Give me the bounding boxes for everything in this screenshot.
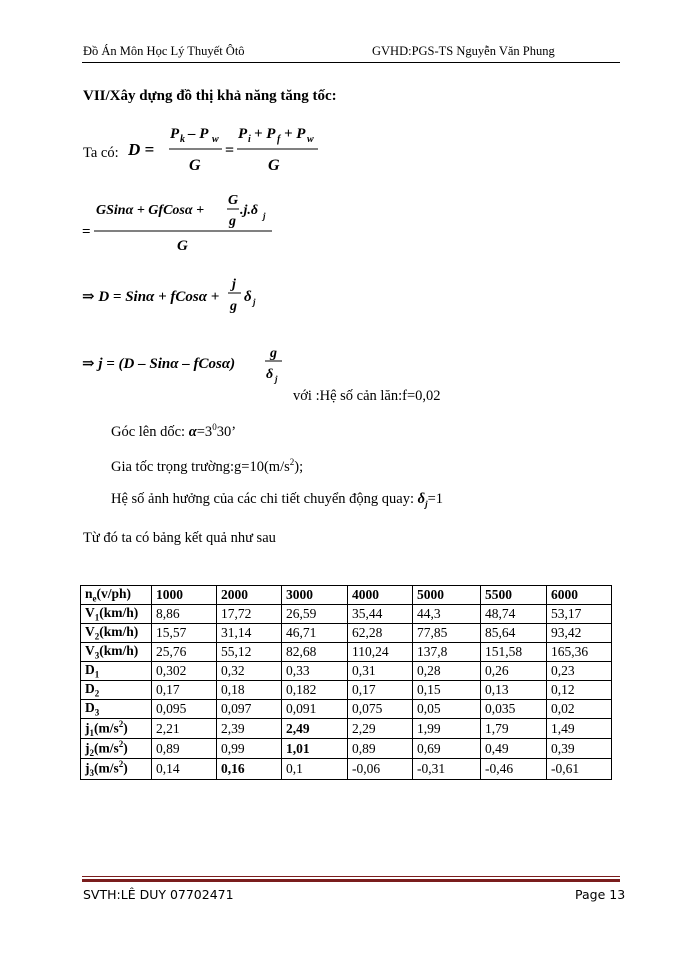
table-cell: 0,02	[547, 700, 612, 719]
header-course-title: Đồ Án Môn Học Lý Thuyết Ôtô	[83, 44, 245, 58]
table-cell: 0,035	[481, 700, 547, 719]
table-cell: 6000	[547, 586, 612, 605]
table-cell: 165,36	[547, 643, 612, 662]
table-header-row	[81, 586, 612, 605]
table-cell: 0,13	[481, 681, 547, 700]
formula-intro: Ta có:	[83, 145, 119, 161]
table-cell: -0,31	[413, 759, 481, 779]
svg-text:G: G	[177, 238, 188, 254]
table-cell: 3000	[282, 586, 348, 605]
svg-text:+ P: + P	[284, 126, 306, 142]
svg-text:⇒ j = (D – Sinα – fCosα): ⇒ j = (D – Sinα – fCosα)	[82, 356, 236, 372]
table-cell: 48,74	[481, 605, 547, 624]
svg-text:j: j	[253, 297, 256, 307]
table-cell: 0,12	[547, 681, 612, 700]
table-cell: 2,49	[282, 719, 348, 739]
table-row-label: $V_2(km/h)$	[81, 624, 152, 643]
svg-text:+ P: + P	[254, 126, 276, 142]
table-cell: 44,3	[413, 605, 481, 624]
svg-text:P: P	[170, 126, 180, 142]
table-cell: 0,17	[152, 681, 217, 700]
table-cell: 2,29	[348, 719, 413, 739]
table-cell: 0,17	[348, 681, 413, 700]
table-cell: 0,39	[547, 739, 612, 759]
table-row-label: $V_1(km/h)$	[81, 605, 152, 624]
svg-text:G: G	[268, 157, 280, 174]
svg-text:D =: D =	[128, 140, 155, 159]
svg-text:G: G	[228, 193, 239, 208]
table-cell: 0,097	[217, 700, 282, 719]
gravity-acceleration: Gia tốc trọng $trường:g=10(m/s^2)$;	[111, 457, 304, 475]
table-cell: 0,99	[217, 739, 282, 759]
friction-coefficient: với :Hệ số cản lăn:f=0,02	[293, 388, 441, 404]
table-cell: 0,18	[217, 681, 282, 700]
svg-text:i: i	[248, 134, 251, 145]
table-cell: 93,42	[547, 624, 612, 643]
svg-text:⇒ D = Sinα + fCosα +: ⇒ D = Sinα + fCosα +	[82, 289, 220, 305]
table-cell: 15,57	[152, 624, 217, 643]
equation-dynamic-factor-simplified	[82, 272, 282, 322]
table-cell: 0,26	[481, 662, 547, 681]
table-cell: 62,28	[348, 624, 413, 643]
table-cell: 4000	[348, 586, 413, 605]
header-advisor: GVHD:PGS-TS Nguyễn Văn Phung	[372, 44, 555, 58]
table-cell: 1000	[152, 586, 217, 605]
table-intro: Từ đó ta có bảng kết quả như sau	[83, 530, 276, 546]
svg-text:δ: δ	[244, 289, 252, 305]
svg-text:– P: – P	[188, 126, 209, 142]
svg-text:w: w	[212, 134, 219, 145]
table-row-label: $D_2$	[81, 681, 152, 700]
table-row-label: $n_e(v/ph)$	[81, 586, 152, 605]
table-cell: 137,8	[413, 643, 481, 662]
table-row	[81, 719, 612, 739]
table-cell: 25,76	[152, 643, 217, 662]
slope-angle: Góc lên dốc: $\alpha=3^030$’	[111, 422, 237, 440]
table-cell: 0,16	[217, 759, 282, 779]
table-cell: 8,86	[152, 605, 217, 624]
table-row	[81, 605, 612, 624]
table-cell: -0,06	[348, 759, 413, 779]
table-cell: 5000	[413, 586, 481, 605]
table-row-label: $j_2(m/s^2)$	[81, 739, 152, 759]
table-row	[81, 700, 612, 719]
table-cell: 0,15	[413, 681, 481, 700]
table-cell: 0,075	[348, 700, 413, 719]
table-cell: 5500	[481, 586, 547, 605]
svg-text:GSinα + GfCosα +: GSinα + GfCosα +	[96, 203, 205, 218]
svg-text:=: =	[225, 142, 235, 159]
table-cell: 55,12	[217, 643, 282, 662]
table-cell: 1,99	[413, 719, 481, 739]
table-cell: 0,28	[413, 662, 481, 681]
table-cell: 0,89	[348, 739, 413, 759]
svg-text:j: j	[263, 211, 266, 221]
table-cell: 2,39	[217, 719, 282, 739]
svg-text:k: k	[180, 134, 185, 145]
svg-text:G: G	[189, 157, 201, 174]
table-cell: 2000	[217, 586, 282, 605]
section-title: VII/Xây dựng đồ thị khả năng tăng tốc:	[83, 88, 337, 104]
table-row	[81, 759, 612, 779]
svg-text:g: g	[270, 346, 277, 361]
table-cell: 0,69	[413, 739, 481, 759]
table-cell: 82,68	[282, 643, 348, 662]
table-cell: 0,095	[152, 700, 217, 719]
footer-divider	[82, 876, 620, 877]
svg-text:g: g	[229, 214, 236, 229]
table-cell: 0,23	[547, 662, 612, 681]
table-cell: -0,61	[547, 759, 612, 779]
table-row	[81, 624, 612, 643]
table-cell: 46,71	[282, 624, 348, 643]
svg-text:δ: δ	[266, 367, 274, 382]
table-cell: 151,58	[481, 643, 547, 662]
table-cell: 0,182	[282, 681, 348, 700]
table-cell: -0,46	[481, 759, 547, 779]
results-table	[80, 585, 612, 780]
table-cell: 0,33	[282, 662, 348, 681]
svg-text:=: =	[82, 224, 91, 240]
table-cell: 35,44	[348, 605, 413, 624]
table-row	[81, 739, 612, 759]
table-cell: 26,59	[282, 605, 348, 624]
header-divider	[82, 62, 620, 63]
table-cell: 1,01	[282, 739, 348, 759]
svg-text:P: P	[238, 126, 248, 142]
svg-text:j: j	[275, 374, 278, 384]
table-cell: 17,72	[217, 605, 282, 624]
table-cell: 85,64	[481, 624, 547, 643]
table-row-label: $j_3(m/s^2)$	[81, 759, 152, 779]
table-row-label: $j_1(m/s^2)$	[81, 719, 152, 739]
table-cell: 0,1	[282, 759, 348, 779]
table-cell: 2,21	[152, 719, 217, 739]
table-cell: 0,14	[152, 759, 217, 779]
table-cell: 53,17	[547, 605, 612, 624]
table-cell: 0,32	[217, 662, 282, 681]
table-row-label: $D_1$	[81, 662, 152, 681]
table-row	[81, 643, 612, 662]
equation-dynamic-factor	[128, 118, 328, 180]
table-row-label: $D_3$	[81, 700, 152, 719]
table-cell: 31,14	[217, 624, 282, 643]
footer-student: SVTH:LÊ DUY 07702471	[83, 887, 234, 902]
svg-text:.j.δ: .j.δ	[240, 203, 259, 218]
table-row	[81, 662, 612, 681]
table-cell: 0,091	[282, 700, 348, 719]
svg-text:g: g	[230, 299, 237, 314]
svg-text:f: f	[277, 134, 281, 145]
table-cell: 0,49	[481, 739, 547, 759]
rotation-coefficient: Hệ số ảnh hưởng của các chi tiết chuyển động quay: $\delta_j=1$	[111, 491, 444, 509]
table-cell: 0,31	[348, 662, 413, 681]
table-cell: 110,24	[348, 643, 413, 662]
table-cell: 77,85	[413, 624, 481, 643]
table-row-label: $V_3(km/h)$	[81, 643, 152, 662]
equation-acceleration	[82, 340, 302, 390]
svg-text:j: j	[232, 277, 236, 292]
table-cell: 1,49	[547, 719, 612, 739]
footer-divider-thick	[82, 879, 620, 882]
table-cell: 1,79	[481, 719, 547, 739]
table-row	[81, 681, 612, 700]
table-cell: 0,05	[413, 700, 481, 719]
footer-page-number: Page 13	[575, 887, 626, 902]
table-cell: 0,89	[152, 739, 217, 759]
svg-text:w: w	[307, 134, 314, 145]
equation-expanded	[82, 184, 282, 256]
table-cell: 0,302	[152, 662, 217, 681]
